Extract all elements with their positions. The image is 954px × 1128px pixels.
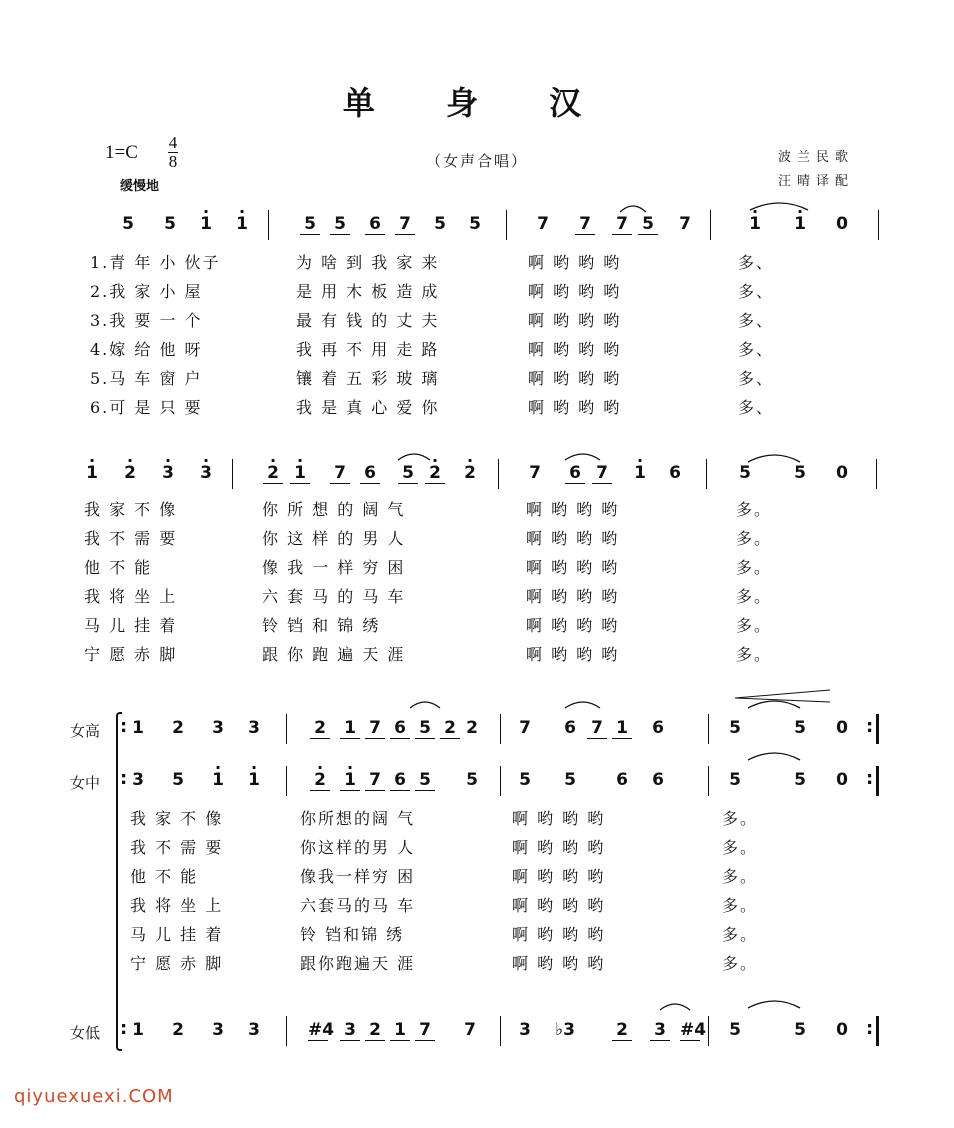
time-sig-top: 4 bbox=[168, 133, 178, 152]
note: 5 bbox=[638, 214, 658, 235]
note: ♭3 bbox=[555, 1020, 575, 1040]
lyric-line: 我 家 不 像 bbox=[84, 500, 178, 519]
note: 2 bbox=[466, 718, 478, 738]
lyric-line: 宁 愿 赤 脚 bbox=[84, 645, 178, 664]
lyric-line: 他 不 能 bbox=[84, 558, 153, 577]
time-sig-bottom: 8 bbox=[168, 152, 178, 171]
crescendo-hairpin bbox=[735, 690, 830, 702]
note: · 1 bbox=[745, 214, 765, 234]
note: 3 bbox=[212, 718, 224, 738]
slur bbox=[565, 702, 600, 708]
slur bbox=[620, 206, 646, 212]
lyric-line: 啊 哟 哟 哟 bbox=[526, 558, 620, 577]
repeat-sign: : bbox=[866, 768, 874, 789]
note: #4 bbox=[308, 1020, 335, 1040]
repeat-sign: : bbox=[866, 1018, 874, 1039]
lyric-line: 啊 哟 哟 哟 bbox=[528, 340, 622, 359]
credit-arranger: 汪晴译配 bbox=[778, 174, 855, 189]
lyric-line: 我 将 坐 上 bbox=[130, 896, 224, 915]
note: 0 bbox=[836, 718, 848, 738]
note: 0 bbox=[836, 463, 848, 483]
lyric-line: 我 是 真 心 爱 你 bbox=[296, 398, 440, 417]
slur bbox=[410, 702, 440, 708]
note: 7 bbox=[330, 463, 350, 484]
note: 5 bbox=[415, 718, 435, 739]
lyric-line: 马 儿 挂 着 bbox=[130, 925, 224, 944]
note: · 2 bbox=[120, 463, 140, 483]
lyric-line: 啊 哟 哟 哟 bbox=[512, 896, 606, 915]
note: · 1 bbox=[82, 463, 102, 483]
note: 7 bbox=[575, 214, 595, 235]
note: 7 bbox=[612, 214, 632, 235]
lyric-line: 镶 着 五 彩 玻 璃 bbox=[296, 369, 440, 388]
note: 3 bbox=[248, 718, 260, 738]
note: 1 bbox=[612, 718, 632, 739]
slur bbox=[398, 454, 430, 460]
note: 7 bbox=[679, 214, 691, 234]
lyric-line: 你所想的阔 气 bbox=[300, 809, 416, 828]
note: 2 bbox=[172, 1020, 184, 1040]
lyric-line: 多、 bbox=[738, 340, 775, 359]
lyric-line: 啊 哟 哟 哟 bbox=[526, 645, 620, 664]
note: 6 bbox=[564, 718, 576, 738]
note: 2 bbox=[440, 718, 460, 739]
lyric-line: 最 有 钱 的 丈 夫 bbox=[296, 311, 440, 330]
lyric-line: 宁 愿 赤 脚 bbox=[130, 954, 224, 973]
note: · 2 bbox=[310, 770, 330, 791]
lyric-line: 我 不 需 要 bbox=[84, 529, 178, 548]
lyric-line: 多、 bbox=[738, 398, 775, 417]
lyric-line: 我 再 不 用 走 路 bbox=[296, 340, 440, 359]
note: 7 bbox=[365, 770, 385, 791]
note: 3 bbox=[650, 1020, 670, 1041]
note: · 1 bbox=[290, 463, 310, 484]
note: · 1 bbox=[790, 214, 810, 234]
note: 5 bbox=[519, 770, 531, 790]
lyric-line: 是 用 木 板 造 成 bbox=[296, 282, 440, 301]
note: 6 bbox=[652, 770, 664, 790]
lyric-line: 啊 哟 哟 哟 bbox=[528, 369, 622, 388]
lyric-line: 多。 bbox=[736, 587, 773, 606]
lyric-line: 啊 哟 哟 哟 bbox=[512, 838, 606, 857]
voice-label-alto: 女中 bbox=[70, 774, 101, 792]
note: #4 bbox=[680, 1020, 707, 1040]
lyric-line: 5.马 车 窗 户 bbox=[90, 369, 203, 388]
lyric-line: 你这样的男 人 bbox=[300, 838, 416, 857]
note: 5 bbox=[172, 770, 184, 790]
lyric-line: 啊 哟 哟 哟 bbox=[526, 616, 620, 635]
note: · 1 bbox=[340, 770, 360, 791]
slur bbox=[750, 203, 808, 210]
note: 5 bbox=[122, 214, 134, 234]
lyric-line: 多、 bbox=[738, 282, 775, 301]
lyric-line: 多。 bbox=[722, 954, 759, 973]
lyric-line: 啊 哟 哟 哟 bbox=[528, 253, 622, 272]
lyric-line: 多。 bbox=[736, 616, 773, 635]
lyric-line: 多。 bbox=[722, 809, 759, 828]
note: 2 bbox=[172, 718, 184, 738]
note: 0 bbox=[836, 214, 848, 234]
note: · 3 bbox=[196, 463, 216, 483]
note: 5 bbox=[794, 770, 806, 790]
note: 6 bbox=[360, 463, 380, 484]
note: 7 bbox=[415, 1020, 435, 1041]
lyric-line: 我 将 坐 上 bbox=[84, 587, 178, 606]
lyric-line: 啊 哟 哟 哟 bbox=[512, 954, 606, 973]
note: 2 bbox=[310, 718, 330, 739]
lyric-line: 4.嫁 给 他 呀 bbox=[90, 340, 203, 359]
note: 6 bbox=[669, 463, 681, 483]
repeat-sign: : bbox=[120, 768, 128, 789]
lyric-line: 2.我 家 小 屋 bbox=[90, 282, 203, 301]
lyric-line: 啊 哟 哟 哟 bbox=[528, 398, 622, 417]
note: 5 bbox=[300, 214, 320, 235]
lyric-line: 多。 bbox=[722, 896, 759, 915]
note: 7 bbox=[537, 214, 549, 234]
lyric-line: 六套马的马 车 bbox=[300, 896, 416, 915]
note: 1 bbox=[132, 718, 144, 738]
repeat-sign: : bbox=[120, 716, 128, 737]
voice-label-low: 女低 bbox=[70, 1024, 101, 1042]
note: 3 bbox=[212, 1020, 224, 1040]
note: 6 bbox=[390, 718, 410, 739]
note: 1 bbox=[390, 1020, 410, 1041]
note: 7 bbox=[464, 1020, 476, 1040]
lyric-line: 铃 铛和锦 绣 bbox=[300, 925, 405, 944]
note: · 2 bbox=[460, 463, 480, 483]
lyric-line: 3.我 要 一 个 bbox=[90, 311, 203, 330]
note: 3 bbox=[248, 1020, 260, 1040]
lyric-line: 你 所 想 的 阔 气 bbox=[262, 500, 406, 519]
note: 0 bbox=[836, 770, 848, 790]
note: 3 bbox=[519, 1020, 531, 1040]
lyric-line: 啊 哟 哟 哟 bbox=[526, 500, 620, 519]
lyric-line: 他 不 能 bbox=[130, 867, 199, 886]
lyric-line: 跟你跑遍天 涯 bbox=[300, 954, 416, 973]
slur bbox=[748, 701, 800, 708]
lyric-line: 多、 bbox=[738, 253, 775, 272]
lyric-line: 啊 哟 哟 哟 bbox=[512, 925, 606, 944]
lyric-line: 我 不 需 要 bbox=[130, 838, 224, 857]
note: 5 bbox=[469, 214, 481, 234]
note: 3 bbox=[132, 770, 144, 790]
tempo-marking: 缓慢地 bbox=[120, 179, 160, 194]
note: 2 bbox=[612, 1020, 632, 1041]
lyric-line: 跟 你 跑 遍 天 涯 bbox=[262, 645, 406, 664]
repeat-sign: : bbox=[120, 1018, 128, 1039]
note: 2 bbox=[365, 1020, 385, 1041]
note: · 1 bbox=[232, 214, 252, 234]
note: 5 bbox=[398, 463, 418, 484]
lyric-line: 马 儿 挂 着 bbox=[84, 616, 178, 635]
lyric-line: 啊 哟 哟 哟 bbox=[512, 867, 606, 886]
lyric-line: 多。 bbox=[736, 500, 773, 519]
note: 5 bbox=[794, 718, 806, 738]
note: 0 bbox=[836, 1020, 848, 1040]
note: 7 bbox=[395, 214, 415, 235]
note: 3 bbox=[340, 1020, 360, 1041]
note: 5 bbox=[330, 214, 350, 235]
lyric-line: 啊 哟 哟 哟 bbox=[512, 809, 606, 828]
lyric-line: 多、 bbox=[738, 369, 775, 388]
note: 7 bbox=[587, 718, 607, 739]
lyric-line: 六 套 马 的 马 车 bbox=[262, 587, 406, 606]
note: 6 bbox=[652, 718, 664, 738]
note: · 1 bbox=[244, 770, 264, 790]
note: 5 bbox=[466, 770, 478, 790]
note: 5 bbox=[415, 770, 435, 791]
note: 5 bbox=[729, 718, 741, 738]
slur bbox=[565, 454, 600, 460]
note: 6 bbox=[616, 770, 628, 790]
note: · 1 bbox=[630, 463, 650, 483]
lyric-line: 啊 哟 哟 哟 bbox=[526, 587, 620, 606]
repeat-sign: : bbox=[866, 716, 874, 737]
note: 7 bbox=[592, 463, 612, 484]
lyric-line: 为 啥 到 我 家 来 bbox=[296, 253, 440, 272]
note: 7 bbox=[529, 463, 541, 483]
lyric-line: 啊 哟 哟 哟 bbox=[528, 311, 622, 330]
note: 6 bbox=[365, 214, 385, 235]
lyric-line: 像我一样穷 困 bbox=[300, 867, 416, 886]
slur bbox=[748, 455, 800, 462]
note: · 1 bbox=[208, 770, 228, 790]
lyric-line: 多。 bbox=[736, 558, 773, 577]
lyric-line: 多、 bbox=[738, 311, 775, 330]
note: 1 bbox=[340, 718, 360, 739]
key-signature: 1=C bbox=[105, 142, 138, 163]
note: 5 bbox=[164, 214, 176, 234]
subtitle: （女声合唱） bbox=[425, 152, 528, 170]
lyric-line: 6.可 是 只 要 bbox=[90, 398, 203, 417]
lyric-line: 像 我 一 样 穷 困 bbox=[262, 558, 406, 577]
note: 5 bbox=[794, 1020, 806, 1040]
note: · 3 bbox=[158, 463, 178, 483]
note: 7 bbox=[519, 718, 531, 738]
lyric-line: 多。 bbox=[722, 925, 759, 944]
lyric-line: 多。 bbox=[722, 838, 759, 857]
slur bbox=[748, 1001, 800, 1008]
watermark-logo: qiyuexuexi.COM bbox=[14, 1086, 174, 1107]
lyric-line: 你 这 样 的 男 人 bbox=[262, 529, 406, 548]
lyric-line: 我 家 不 像 bbox=[130, 809, 224, 828]
voice-label-soprano: 女高 bbox=[70, 722, 101, 740]
note: 7 bbox=[365, 718, 385, 739]
note: 1 bbox=[132, 1020, 144, 1040]
lyric-line: 铃 铛 和 锦 绣 bbox=[262, 616, 381, 635]
lyric-line: 多。 bbox=[736, 645, 773, 664]
lyric-line: 啊 哟 哟 哟 bbox=[528, 282, 622, 301]
note: 5 bbox=[434, 214, 446, 234]
note: 5 bbox=[729, 1020, 741, 1040]
note: 5 bbox=[739, 463, 751, 483]
note: 5 bbox=[564, 770, 576, 790]
lyric-line: 多。 bbox=[722, 867, 759, 886]
lyric-line: 多。 bbox=[736, 529, 773, 548]
note: · 1 bbox=[196, 214, 216, 234]
lyric-line: 啊 哟 哟 哟 bbox=[526, 529, 620, 548]
song-title: 单 身 汉 bbox=[342, 84, 612, 122]
slur bbox=[660, 1004, 690, 1010]
note: 5 bbox=[794, 463, 806, 483]
note: 5 bbox=[729, 770, 741, 790]
note: · 2 bbox=[263, 463, 283, 484]
note: · 2 bbox=[425, 463, 445, 484]
note: 6 bbox=[565, 463, 585, 484]
lyric-line: 1.青 年 小 伙子 bbox=[90, 253, 221, 272]
slur bbox=[748, 753, 800, 760]
note: 6 bbox=[390, 770, 410, 791]
credit-origin: 波兰民歌 bbox=[778, 150, 855, 165]
